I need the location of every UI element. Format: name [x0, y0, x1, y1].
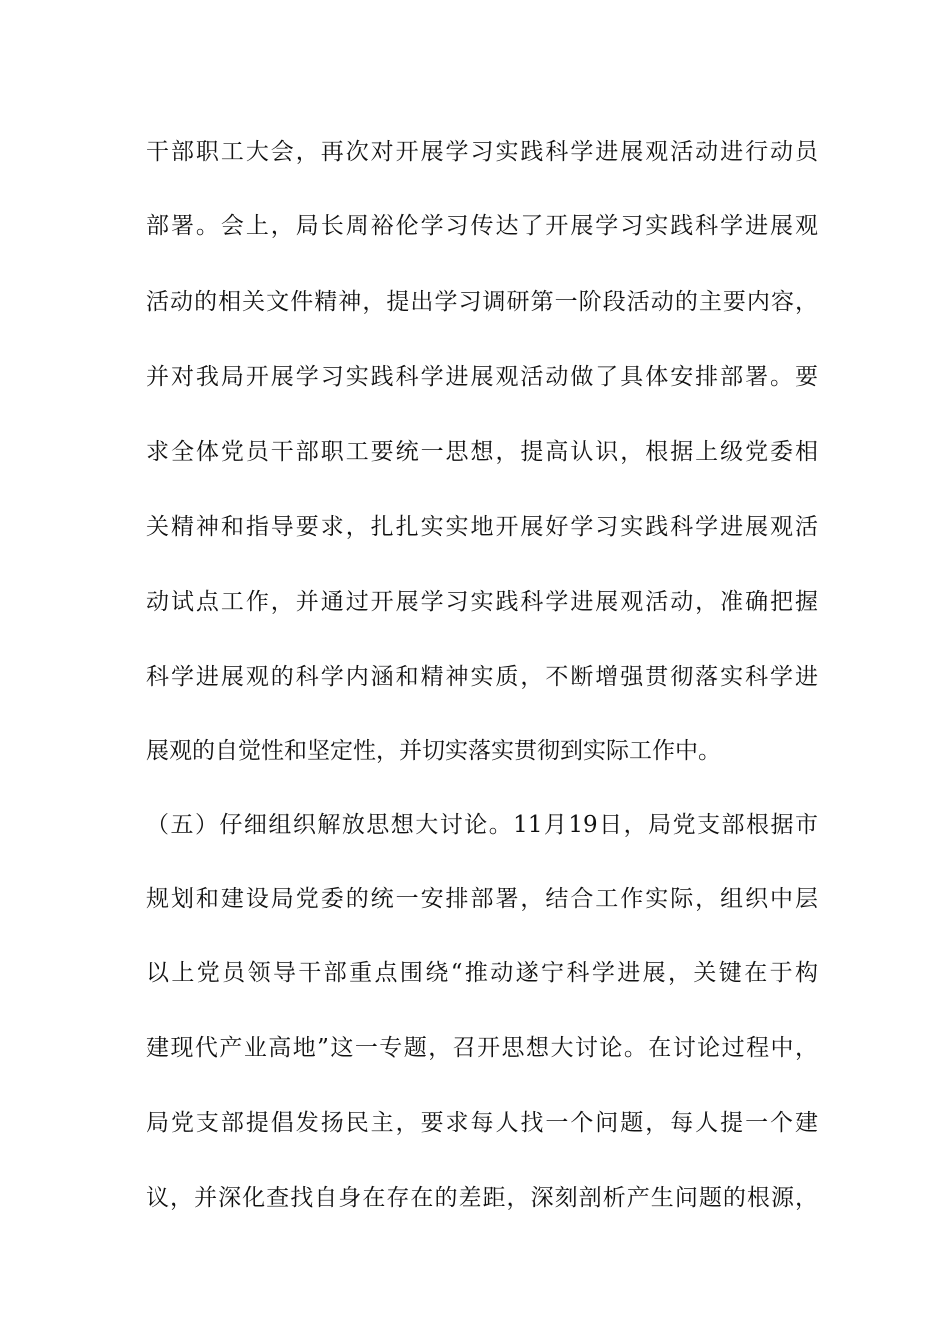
text-line: 局党支部提倡发扬民主，要求每人找一个问题，每人提一个建: [146, 1110, 818, 1136]
paragraph-heading-line: （五）仔细组织解放思想大讨论。11月19日，局党支部根据市: [146, 812, 818, 838]
text-line: 干部职工大会，再次对开展学习实践科学进展观活动进行动员: [146, 139, 818, 165]
text-line: 部署。会上，局长周裕伦学习传达了开展学习实践科学进展观: [146, 213, 818, 239]
text-line: 并对我局开展学习实践科学进展观活动做了具体安排部署。要: [146, 364, 818, 390]
text-line: 求全体党员干部职工要统一思想，提高认识，根据上级党委相: [146, 439, 818, 465]
text-line: 动试点工作，并通过开展学习实践科学进展观活动，准确把握: [146, 589, 818, 615]
text-line: 规划和建设局党委的统一安排部署，结合工作实际，组织中层: [146, 886, 818, 912]
text-line: 建现代产业高地”这一专题，召开思想大讨论。在讨论过程中，: [146, 1035, 818, 1061]
text-line: 关精神和指导要求，扎扎实实地开展好学习实践科学进展观活: [146, 514, 818, 540]
text-line: 科学进展观的科学内涵和精神实质，不断增强贯彻落实科学进: [146, 664, 818, 690]
text-line: 展观的自觉性和坚定性，并切实落实贯彻到实际工作中。: [146, 738, 721, 764]
text-line: 议，并深化查找自身在存在的差距，深刻剖析产生问题的根源，: [146, 1185, 818, 1211]
text-line: 以上党员领导干部重点围绕“推动遂宁科学进展，关键在于构: [146, 960, 818, 986]
text-line: 活动的相关文件精神，提出学习调研第一阶段活动的主要内容，: [146, 289, 818, 315]
